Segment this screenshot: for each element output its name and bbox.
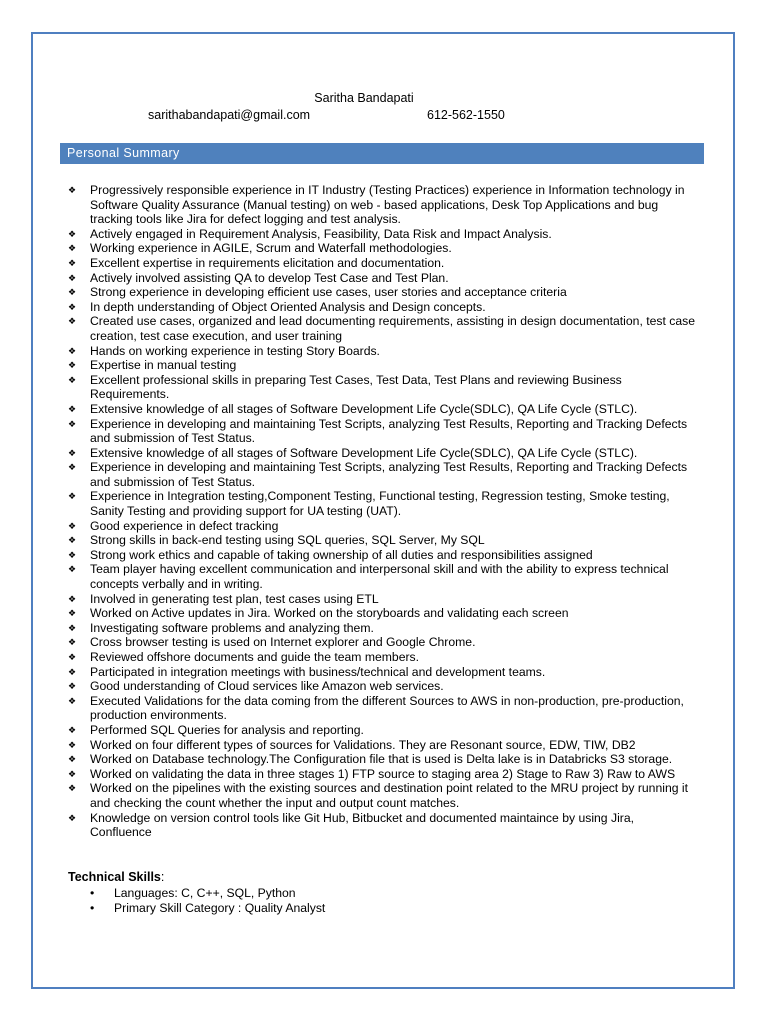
technical-skills-label: Technical Skills bbox=[68, 870, 161, 884]
bullet-dot-icon: • bbox=[90, 886, 95, 900]
email-address: sarithabandapati@gmail.com bbox=[148, 108, 311, 122]
summary-item-text: Worked on Active updates in Jira. Worked on the storyboards and validating each screen bbox=[90, 606, 569, 621]
diamond-bullet-icon: ❖ bbox=[67, 681, 77, 692]
summary-item-text: Involved in generating test plan, test cases using ETL bbox=[90, 591, 379, 606]
summary-item-text: Created use cases, organized and lead documenting requirements, assisting in design documentation, test case creation, test case execution, and user training bbox=[90, 314, 695, 343]
technical-skill-text: Languages: C, C++, SQL, Python bbox=[114, 886, 296, 900]
summary-item-text: Reviewed offshore documents and guide the team members. bbox=[90, 650, 420, 664]
diamond-bullet-icon: ❖ bbox=[67, 724, 77, 735]
summary-item bbox=[66, 358, 696, 373]
summary-item bbox=[66, 650, 696, 665]
summary-item bbox=[66, 752, 696, 767]
technical-skills-heading bbox=[68, 870, 164, 884]
summary-item bbox=[66, 548, 696, 563]
summary-item bbox=[66, 533, 696, 548]
summary-item bbox=[66, 694, 696, 723]
summary-item-text: Worked on validating the data in three stages 1) FTP source to staging area 2) Stage to Raw 3) Raw to AWS bbox=[90, 766, 676, 781]
summary-item-text: Good experience in defect tracking bbox=[90, 518, 279, 533]
summary-item bbox=[66, 606, 696, 621]
diamond-bullet-icon: ❖ bbox=[67, 418, 77, 429]
summary-item-text: Performed SQL Queries for analysis and reporting. bbox=[90, 722, 364, 737]
bullet-dot-icon: • bbox=[90, 901, 95, 915]
summary-item-text: Expertise in manual testing bbox=[90, 358, 237, 373]
summary-item bbox=[66, 562, 696, 591]
technical-skill-item bbox=[90, 886, 325, 901]
diamond-bullet-icon: ❖ bbox=[67, 301, 77, 312]
summary-item-text: Worked on Database technology.The Configuration file that is used is Delta lake is in Databricks S3 storage. bbox=[90, 752, 673, 767]
diamond-bullet-icon: ❖ bbox=[67, 768, 77, 779]
summary-item bbox=[66, 183, 696, 227]
summary-item bbox=[66, 402, 696, 417]
summary-item-text: Excellent professional skills in preparing Test Cases, Test Data, Test Plans and reviewing Business Requirements. bbox=[90, 372, 622, 402]
summary-item bbox=[66, 300, 696, 315]
diamond-bullet-icon: ❖ bbox=[67, 608, 77, 619]
summary-item bbox=[66, 417, 696, 446]
diamond-bullet-icon: ❖ bbox=[67, 666, 77, 677]
summary-item-text: Strong experience in developing efficient use cases, user stories and acceptance criteria bbox=[90, 285, 567, 300]
summary-item-text: Worked on the pipelines with the existing sources and destination point related to the MRU project by running it and checking the count whether the input and output count matches. bbox=[90, 781, 688, 810]
summary-item-text: Excellent expertise in requirements elicitation and documentation. bbox=[90, 255, 445, 270]
diamond-bullet-icon: ❖ bbox=[67, 637, 77, 648]
summary-item-text: Investigating software problems and analyzing them. bbox=[90, 620, 374, 635]
diamond-bullet-icon: ❖ bbox=[67, 652, 77, 662]
summary-item bbox=[66, 314, 696, 343]
diamond-bullet-icon: ❖ bbox=[67, 403, 77, 414]
diamond-bullet-icon: ❖ bbox=[67, 754, 77, 765]
summary-item bbox=[66, 460, 696, 489]
technical-skills-list bbox=[90, 886, 325, 916]
diamond-bullet-icon: ❖ bbox=[67, 287, 77, 298]
summary-item bbox=[66, 767, 696, 782]
diamond-bullet-icon: ❖ bbox=[67, 695, 77, 706]
diamond-bullet-icon: ❖ bbox=[67, 243, 77, 254]
summary-item-text: Extensive knowledge of all stages of Software Development Life Cycle(SDLC), QA Life Cycle (STLC). bbox=[90, 401, 638, 416]
summary-item-text: Knowledge on version control tools like Git Hub, Bitbucket and documented maintaince by using Jira, Confluence bbox=[90, 810, 634, 840]
summary-item bbox=[66, 665, 696, 680]
summary-item bbox=[66, 519, 696, 534]
summary-item bbox=[66, 592, 696, 607]
technical-skill-item bbox=[90, 901, 325, 916]
candidate-name: Saritha Bandapati bbox=[314, 91, 414, 105]
summary-item bbox=[66, 635, 696, 650]
diamond-bullet-icon: ❖ bbox=[67, 549, 77, 560]
diamond-bullet-icon: ❖ bbox=[67, 520, 77, 531]
summary-item bbox=[66, 621, 696, 636]
summary-item bbox=[66, 723, 696, 738]
summary-item bbox=[66, 285, 696, 300]
summary-item bbox=[66, 256, 696, 271]
summary-item-text: Strong skills in back-end testing using SQL queries, SQL Server, My SQL bbox=[90, 533, 485, 548]
summary-item-text: Extensive knowledge of all stages of Software Development Life Cycle(SDLC), QA Life Cycle (STLC). bbox=[90, 445, 638, 460]
summary-item-text: Team player having excellent communication and interpersonal skill and with the ability to express technical concepts verbally and in writing. bbox=[90, 562, 669, 592]
diamond-bullet-icon: ❖ bbox=[67, 564, 77, 575]
diamond-bullet-icon: ❖ bbox=[67, 257, 77, 268]
summary-item-text: Participated in integration meetings with business/technical and development teams. bbox=[90, 664, 546, 679]
diamond-bullet-icon: ❖ bbox=[67, 360, 77, 371]
summary-item-text: Experience in developing and maintaining Test Scripts, analyzing Test Results, Reporting and Tracking Defects and submission of Test Status. bbox=[90, 416, 688, 446]
diamond-bullet-icon: ❖ bbox=[67, 491, 77, 502]
summary-item bbox=[66, 227, 696, 242]
summary-item bbox=[66, 271, 696, 286]
diamond-bullet-icon: ❖ bbox=[67, 593, 77, 604]
section-header-personal-summary: Personal Summary bbox=[60, 143, 704, 164]
diamond-bullet-icon: ❖ bbox=[67, 812, 77, 823]
summary-item bbox=[66, 781, 696, 810]
summary-item bbox=[66, 489, 696, 518]
summary-item-text: Executed Validations for the data coming from the different Sources to AWS in non-production, pre-production, production environments. bbox=[90, 693, 684, 723]
summary-item bbox=[66, 241, 696, 256]
diamond-bullet-icon: ❖ bbox=[67, 447, 77, 458]
diamond-bullet-icon: ❖ bbox=[67, 228, 77, 239]
diamond-bullet-icon: ❖ bbox=[67, 345, 77, 356]
diamond-bullet-icon: ❖ bbox=[67, 272, 77, 283]
phone-number: 612-562-1550 bbox=[427, 108, 505, 122]
summary-item-text: Hands on working experience in testing Story Boards. bbox=[90, 343, 380, 358]
diamond-bullet-icon: ❖ bbox=[67, 462, 77, 473]
summary-list bbox=[66, 183, 696, 840]
summary-item bbox=[66, 738, 696, 753]
technical-skill-text: Primary Skill Category : Quality Analyst bbox=[114, 901, 326, 915]
summary-item bbox=[66, 446, 696, 461]
summary-item bbox=[66, 344, 696, 359]
diamond-bullet-icon: ❖ bbox=[67, 783, 77, 794]
summary-item bbox=[66, 811, 696, 840]
summary-item-text: Good understanding of Cloud services like Amazon web services. bbox=[90, 679, 444, 694]
summary-item-text: Cross browser testing is used on Internet explorer and Google Chrome. bbox=[90, 635, 476, 650]
summary-item-text: Working experience in AGILE, Scrum and Waterfall methodologies. bbox=[90, 241, 452, 256]
summary-item-text: Progressively responsible experience in IT Industry (Testing Practices) experience in Information technology in Software Quality Assurance (Manual testing) on web - based applications, Desk Top Applications and bug tracking tools like Jira for defect logging and test analysis. bbox=[90, 183, 685, 227]
summary-item bbox=[66, 679, 696, 694]
diamond-bullet-icon: ❖ bbox=[67, 185, 77, 195]
diamond-bullet-icon: ❖ bbox=[67, 622, 77, 633]
summary-item-text: Actively engaged in Requirement Analysis, Feasibility, Data Risk and Impact Analysis. bbox=[90, 226, 552, 241]
diamond-bullet-icon: ❖ bbox=[67, 535, 77, 546]
summary-item-text: Experience in Integration testing,Component Testing, Functional testing, Regression testing, Smoke testing, Sanity Testing and providing support for UA testing (UAT). bbox=[90, 489, 670, 519]
technical-skills-colon: : bbox=[160, 870, 165, 884]
summary-item-text: Strong work ethics and capable of taking ownership of all duties and responsibilities assigned bbox=[90, 547, 593, 562]
summary-item-text: Experience in developing and maintaining Test Scripts, analyzing Test Results, Reporting and Tracking Defects and submission of Test Status. bbox=[90, 460, 688, 489]
diamond-bullet-icon: ❖ bbox=[67, 374, 77, 385]
summary-item bbox=[66, 373, 696, 402]
summary-item-text: Actively involved assisting QA to develop Test Case and Test Plan. bbox=[90, 270, 449, 285]
diamond-bullet-icon: ❖ bbox=[67, 316, 77, 327]
diamond-bullet-icon: ❖ bbox=[67, 739, 77, 750]
summary-item-text: In depth understanding of Object Oriented Analysis and Design concepts. bbox=[90, 299, 486, 314]
summary-item-text: Worked on four different types of sources for Validations. They are Resonant source, EDW, TIW, DB2 bbox=[90, 737, 636, 752]
